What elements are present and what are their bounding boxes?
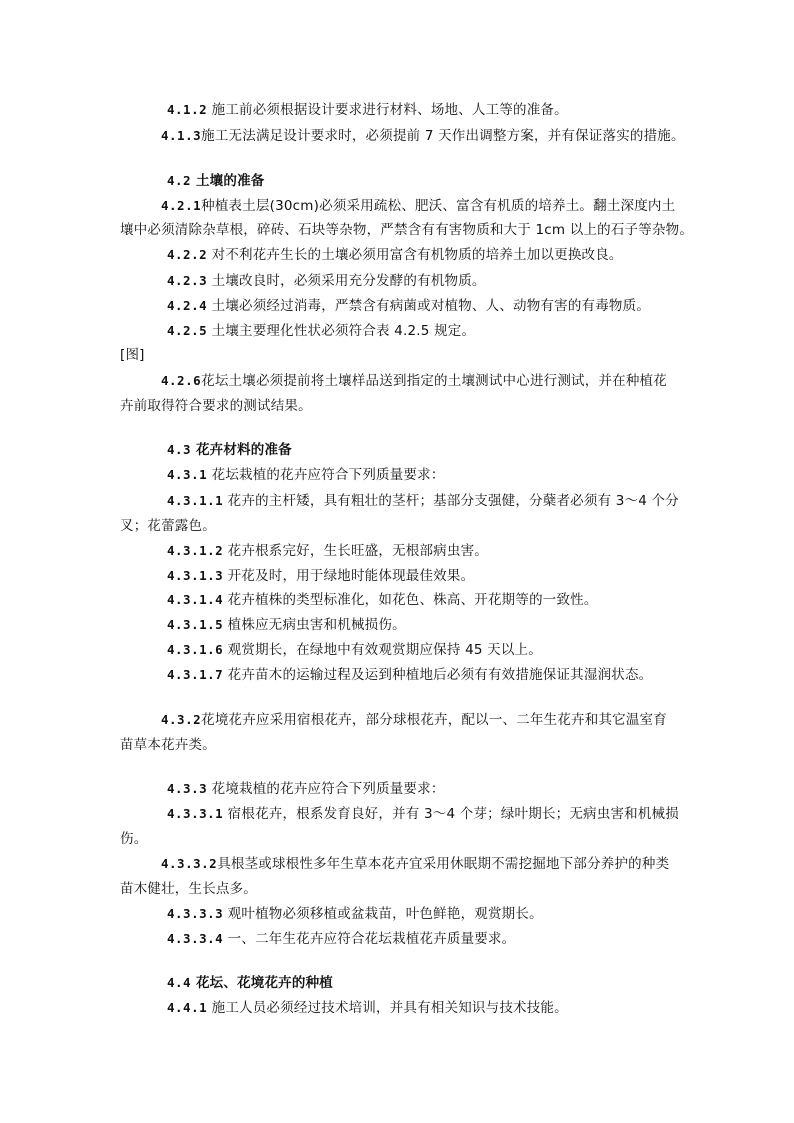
figure-placeholder: [图] <box>120 347 145 363</box>
clause-4-2-1: 4.2.1种植表土层(30cm)必须采用疏松、肥沃、富含有机质的培养土。翻土深度内土 <box>161 198 676 214</box>
clause-4-3-3-1: 4.3.3.1 宿根花卉，根系发育良好，并有 3～4 个芽；绿叶期长；无病虫害和机械损 <box>167 806 679 822</box>
clause-4-2-6: 4.2.6花坛土壤必须提前将土壤样品送到指定的土壤测试中心进行测试，并在种植花 <box>161 373 667 389</box>
clause-4-3-1-4: 4.3.1.4 花卉植株的类型标准化，如花色、株高、开花期等的一致性。 <box>167 592 598 608</box>
clause-4-1-3: 4.1.3施工无法满足设计要求时，必须提前 7 天作出调整方案，并有保证落实的措施。 <box>161 128 685 144</box>
clause-4-2-3: 4.2.3 土壤改良时，必须采用充分发酵的有机物质。 <box>167 273 486 289</box>
clause-4-3-1-7: 4.3.1.7 花卉苗木的运输过程及运到种植地后必须有有效措施保证其湿润状态。 <box>167 667 653 683</box>
clause-4-3-1-1-cont: 叉；花蕾露色。 <box>120 518 216 534</box>
clause-4-3-1: 4.3.1 花坛栽植的花卉应符合下列质量要求： <box>167 467 445 483</box>
clause-4-3-1-5: 4.3.1.5 植株应无病虫害和机械损伤。 <box>167 617 406 633</box>
clause-4-3-3-2: 4.3.3.2具根茎或球根性多年生草本花卉宜采用休眠期不需挖掘地下部分养护的种类 <box>161 856 670 872</box>
clause-4-1-2: 4.1.2 施工前必须根据设计要求进行材料、场地、人工等的准备。 <box>167 102 568 118</box>
clause-4-4-1: 4.4.1 施工人员必须经过技术培训，并具有相关知识与技术技能。 <box>167 1000 568 1016</box>
clause-4-3-3-1-cont: 伤。 <box>120 831 148 847</box>
clause-4-3-2-cont: 苗草本花卉类。 <box>120 737 216 753</box>
clause-4-3-3-3: 4.3.3.3 观叶植物必须移植或盆栽苗，叶色鲜艳，观赏期长。 <box>167 906 543 922</box>
clause-4-3-3: 4.3.3 花境栽植的花卉应符合下列质量要求： <box>167 781 445 797</box>
clause-4-2-4: 4.2.4 土壤必须经过消毒，严禁含有病菌或对植物、人、动物有害的有毒物质。 <box>167 298 651 314</box>
clause-4-3-3-4: 4.3.3.4 一、二年生花卉应符合花坛栽植花卉质量要求。 <box>167 931 516 947</box>
clause-4-3-2: 4.3.2花境花卉应采用宿根花卉，部分球根花卉，配以一、二年生花卉和其它温室育 <box>161 712 667 728</box>
clause-4-3-3-2-cont: 苗木健壮，生长点多。 <box>120 881 257 897</box>
clause-4-2-6-cont: 卉前取得符合要求的测试结果。 <box>120 398 312 414</box>
clause-4-2-1-cont: 壤中必须清除杂草根，碎砖、石块等杂物，严禁含有有害物质和大于 1cm 以上的石子等杂物。 <box>120 222 694 238</box>
clause-4-2-2: 4.2.2 对不利花卉生长的土壤必须用富含有机物质的培养土加以更换改良。 <box>167 247 623 263</box>
clause-4-2-5: 4.2.5 土壤主要理化性状必须符合表 4.2.5 规定。 <box>167 323 476 339</box>
section-heading-4-3: 4.3 花卉材料的准备 <box>167 442 292 458</box>
clause-4-3-1-2: 4.3.1.2 花卉根系完好，生长旺盛，无根部病虫害。 <box>167 543 488 559</box>
clause-4-3-1-6: 4.3.1.6 观赏期长，在绿地中有效观赏期应保持 45 天以上。 <box>167 642 542 658</box>
clause-4-3-1-1: 4.3.1.1 花卉的主杆矮，具有粗壮的茎杆；基部分支强健，分蘖者必须有 3～4 个分 <box>167 493 679 509</box>
clause-4-3-1-3: 4.3.1.3 开花及时，用于绿地时能体现最佳效果。 <box>167 568 475 584</box>
section-heading-4-4: 4.4 花坛、花境花卉的种植 <box>167 975 333 991</box>
section-heading-4-2: 4.2 土壤的准备 <box>167 173 265 189</box>
